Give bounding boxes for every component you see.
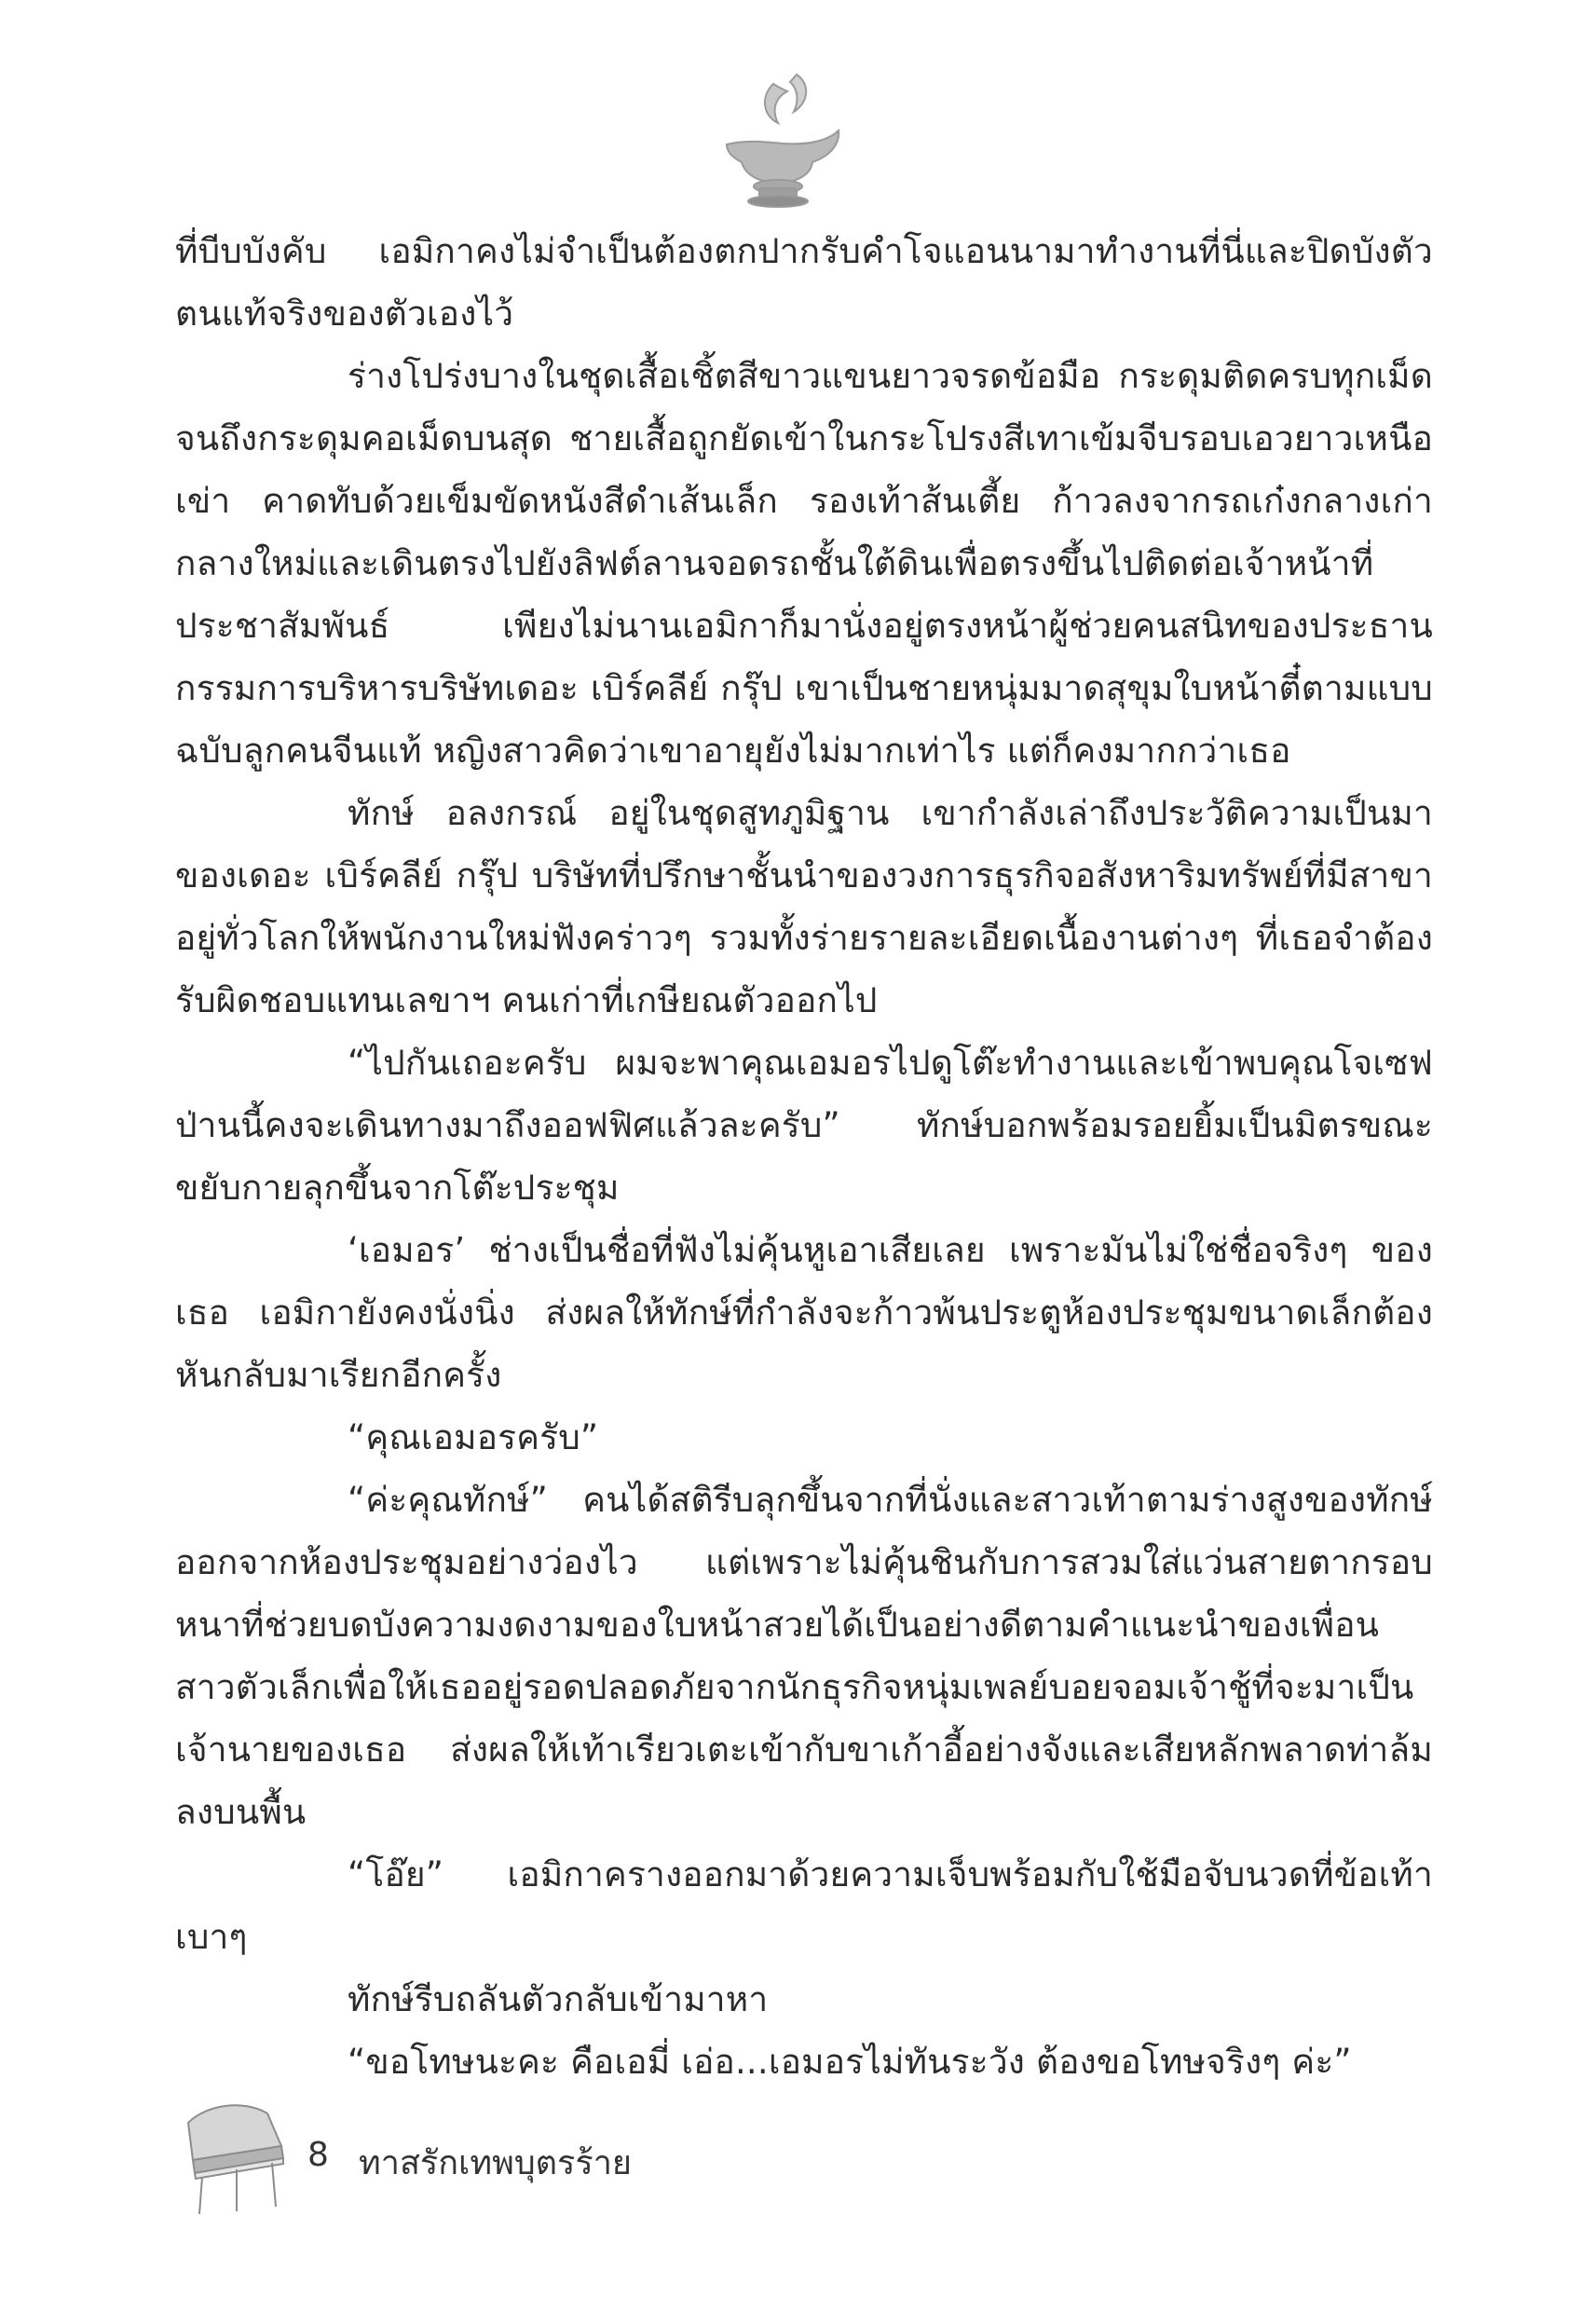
- body-text: [175, 220, 1433, 2093]
- paragraph: ร่างโปร่งบางในชุดเสื้อเชิ้ตสีขาวแขนยาวจรดข้อมือ กระดุมติดครบทุกเม็ดจนถึงกระดุมคอเม็ดบนสุด ชายเสื้อถูกยัดเข้าในกระโปรงสีเทาเข้มจีบรอบเอวยาวเหนือเข่า คาดทับด้วยเข็มขัดหนังสีดำเส้นเล็ก รองเท้าส้นเตี้ย ก้าวลงจากรถเก๋งกลางเก่ากลางใหม่และเดินตรงไปยังลิฟต์ลานจอดรถชั้นใต้ดินเพื่อตรงขึ้นไปติดต่อเจ้าหน้าที่ประชาสัมพันธ์ เพียงไม่นานเอมิกาก็มานั่งอยู่ตรงหน้าผู้ช่วยคนสนิทของประธานกรรมการบริหารบริษัทเดอะ เบิร์คลีย์ กรุ๊ป เขาเป็นชายหนุ่มมาดสุขุมใบหน้าตี๋ตามแบบฉบับลูกคนจีนแท้ หญิงสาวคิดว่าเขาอายุยังไม่มากเท่าไร แต่ก็คงมากกว่าเธอ: [175, 356, 1433, 771]
- book-title: ทาสรักเทพบุตรร้าย: [359, 2144, 633, 2182]
- paragraph: “ขอโทษนะคะ คือเอมี่ เอ่อ...เอมอรไม่ทันระวัง ต้องขอโทษจริงๆ ค่ะ”: [348, 2042, 1352, 2082]
- paragraph: “โอ๊ย” เอมิกาครางออกมาด้วยความเจ็บพร้อมกับใช้มือจับนวดที่ข้อเท้าเบาๆ: [175, 1854, 1433, 1957]
- paragraph: “ค่ะคุณทักษ์” คนได้สติรีบลุกขึ้นจากที่นั่งและสาวเท้าตามร่างสูงของทักษ์ออกจากห้องประชุมอย่างว่องไว แต่เพราะไม่คุ้นชินกับการสวมใส่แว่นสายตากรอบหนาที่ช่วยบดบังความงดงามของใบหน้าสวยได้เป็นอย่างดีตามคำแนะนำของเพื่อนสาวตัวเล็กเพื่อให้เธออยู่รอดปลอดภัยจากนักธุรกิจหนุ่มเพลย์บอยจอมเจ้าชู้ที่จะมาเป็นเจ้านายของเธอ ส่งผลให้เท้าเรียวเตะเข้ากับขาเก้าอี้อย่างจังและเสียหลักพลาดท่าล้มลงบนพื้น: [175, 1480, 1433, 1832]
- paragraph: ทักษ์ อลงกรณ์ อยู่ในชุดสูทภูมิฐาน เขากำลังเล่าถึงประวัติความเป็นมาของเดอะ เบิร์คลีย์ กรุ๊ป บริษัทที่ปรึกษาชั้นนำของวงการธุรกิจอสังหาริมทรัพย์ที่มีสาขาอยู่ทั่วโลกให้พนักงานใหม่ฟังคร่าวๆ รวมทั้งร่ายรายละเอียดเนื้องานต่างๆ ที่เธอจำต้องรับผิดชอบแทนเลขาฯ คนเก่าที่เกษียณตัวออกไป: [175, 793, 1433, 1020]
- paragraph: “ไปกันเถอะครับ ผมจะพาคุณเอมอรไปดูโต๊ะทำงานและเข้าพบคุณโจเซฟป่านนี้คงจะเดินทางมาถึงออฟฟิศแล้วละครับ” ทักษ์บอกพร้อมรอยยิ้มเป็นมิตรขณะขยับกายลุกขึ้นจากโต๊ะประชุม: [175, 1043, 1433, 1208]
- lamp-ornament-icon: [708, 65, 848, 214]
- paragraph: ‘เอมอร’ ช่างเป็นชื่อที่ฟังไม่คุ้นหูเอาเสียเลย เพราะมันไม่ใช่ชื่อจริงๆ ของเธอ เอมิกายังคงนั่งนิ่ง ส่งผลให้ทักษ์ที่กำลังจะก้าวพ้นประตูห้องประชุมขนาดเล็กต้องหันกลับมาเรียกอีกครั้ง: [175, 1230, 1433, 1395]
- paragraph: “คุณเอมอรครับ”: [348, 1417, 599, 1457]
- piano-icon: [179, 2095, 291, 2221]
- page-footer: [0, 2087, 1596, 2274]
- paragraph: ทักษ์รีบถลันตัวกลับเข้ามาหา: [348, 1979, 769, 2019]
- page-number: 8: [307, 2136, 329, 2174]
- paragraph: ที่บีบบังคับ เอมิกาคงไม่จำเป็นต้องตกปากรับคำโจแอนนามาทำงานที่นี่และปิดบังตัวตนแท้จริงของตัวเองไว้: [175, 231, 1433, 334]
